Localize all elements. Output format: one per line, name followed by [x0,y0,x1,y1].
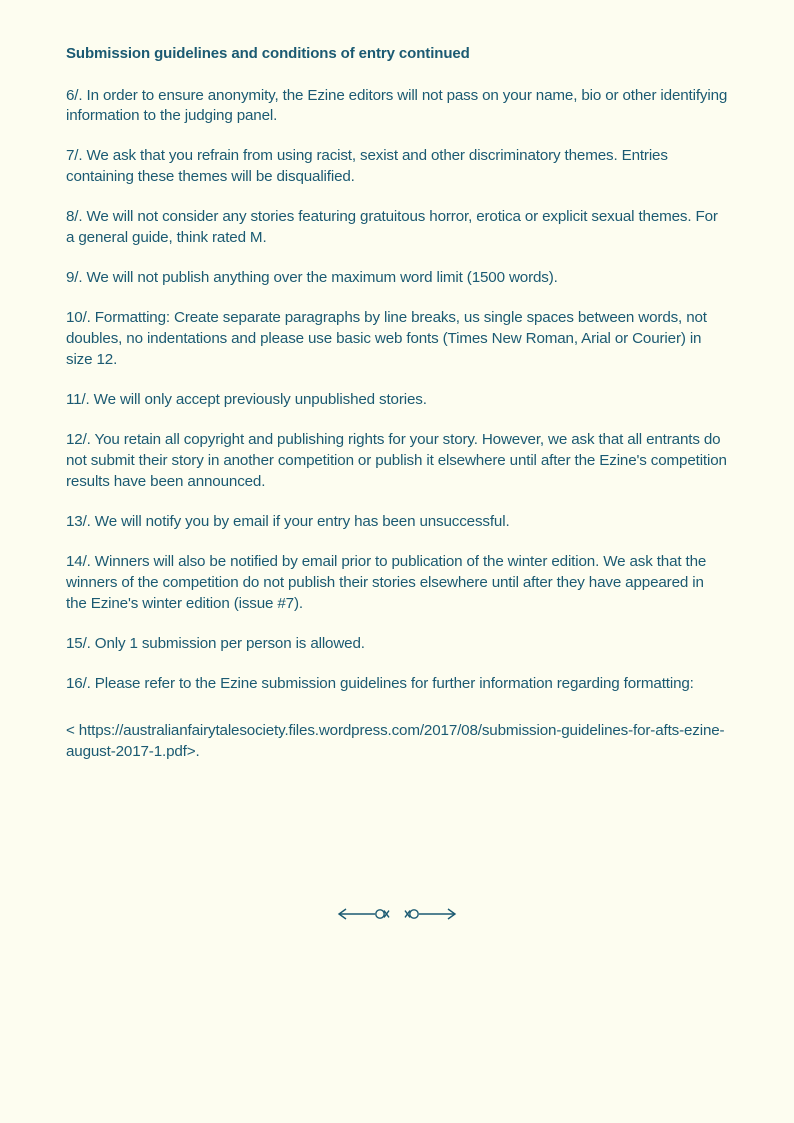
page-title: Submission guidelines and conditions of entry continued [66,45,470,62]
clause-10: 10/. Formatting: Create separate paragraphs by line breaks, us single spaces between words, not doubles, no indentations and please use basic web fonts (Times New Roman, Arial or Courier) in size 12. [66,309,707,369]
clause-13: 13/. We will notify you by email if your entry has been unsuccessful. [66,513,510,531]
clause-7: 7/. We ask that you refrain from using racist, sexist and other discriminatory themes. Entries containing these themes will be disqualified. [66,147,668,186]
clause-14: 14/. Winners will also be notified by email prior to publication of the winter edition. We ask that the winners of the competition do not publish their stories elsewhere until after they have appeared in the Ezine's winter edition (issue #7). [66,553,707,612]
clause-9: 9/. We will not publish anything over the maximum word limit (1500 words). [66,269,558,287]
clause-8: 8/. We will not consider any stories featuring gratuitous horror, erotica or explicit sexual themes. For a general guide, think rated M. [66,208,718,247]
ornament-divider [0,905,794,923]
submission-guidelines-link[interactable]: < https://australianfairytalesociety.files.wordpress.com/2017/08/submission-guidelines-for-afts-ezine-august-2017-1.pdf>. [66,721,725,760]
clause-6: 6/. In order to ensure anonymity, the Ezine editors will not pass on your name, bio or other identifying information to the judging panel. [66,86,728,125]
clause-15: 15/. Only 1 submission per person is allowed. [66,634,365,652]
clause-12: 12/. You retain all copyright and publishing rights for your story. However, we ask that all entrants do not submit their story in another competition or publish it elsewhere until after the Ezine's competition results have been announced. [66,431,727,491]
clause-16: 16/. Please refer to the Ezine submission guidelines for further information regarding formatting: [66,674,694,692]
clause-11: 11/. We will only accept previously unpublished stories. [66,391,427,409]
double-arrow-ornament-divider-icon [335,905,459,923]
